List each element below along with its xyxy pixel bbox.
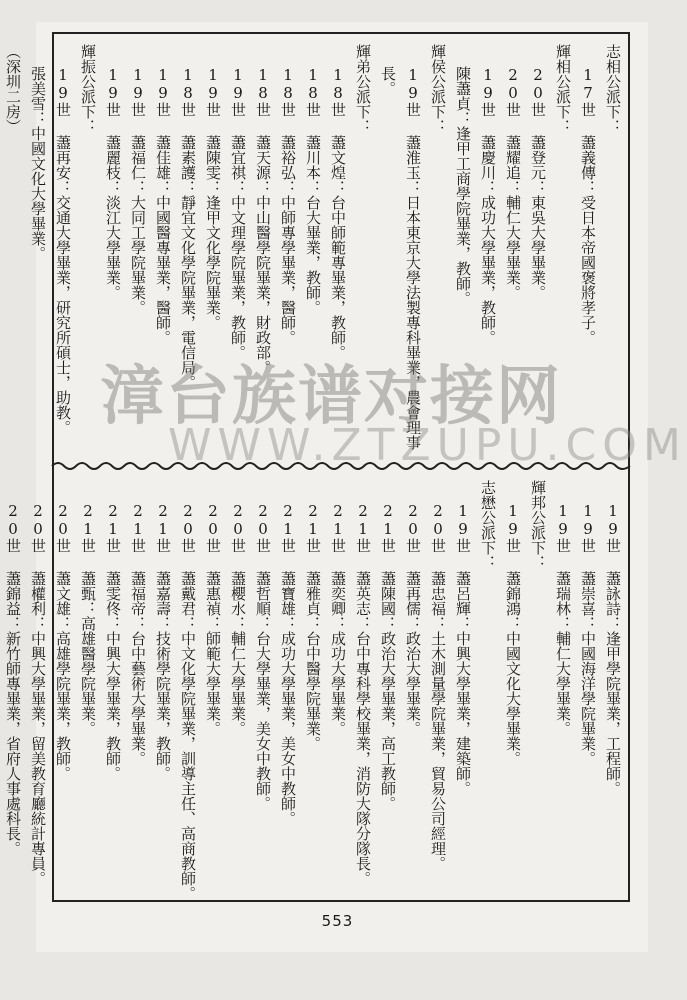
entry-column: 20世 藎哲順：台大學畢業，美女中教師。 <box>254 502 272 811</box>
branch-heading-column: 輝相公派下： <box>554 44 572 134</box>
entry-column: 20世 藎惠禎：師範大學畢業。 <box>204 502 222 736</box>
entry-column: 20世 藎櫻水：輔仁大學畢業。 <box>229 502 247 736</box>
entry-column: 17世 藎義傳：受日本帝國褒將孝子。 <box>579 66 597 345</box>
entry-column: 21世 藎奕卿：成功大學畢業。 <box>329 502 347 736</box>
entry-column: 20世 藎再儒：政治大學畢業。 <box>404 502 422 736</box>
entry-column: 19世 藎錦鴻：中國文化大學畢業。 <box>504 502 522 766</box>
entry-column: 21世 藎甄：高雄醫學院畢業。 <box>79 502 97 736</box>
entry-column: 18世 藎天源：中山醫學院畢業，財政部。 <box>254 66 272 375</box>
entry-column: 19世 藎福仁：大同工學院畢業。 <box>129 66 147 315</box>
branch-heading-column: 輝邦公派下： <box>529 480 547 570</box>
entry-column: 19世 藎宜祺：中文理學院畢業，教師。 <box>229 66 247 360</box>
entry-column: 21世 藎雯佟：中興大學畢業，教師。 <box>104 502 122 781</box>
entry-column: 21世 藎英志：台中專科學校畢業，消防大隊分隊長。 <box>354 502 372 886</box>
entry-column: 20世 藎錦益：新竹師專畢業，省府人事處科長。 <box>4 502 22 856</box>
watermark-chinese: 漳台族谱对接网 <box>100 360 562 434</box>
upper-genealogy-section <box>4 44 624 456</box>
page-number: 553 <box>321 912 354 930</box>
branch-heading-column: 輝弟公派下： <box>354 44 372 134</box>
entry-column: 19世 藎淮玉：日本東京大學法製專科畢業，農會理事 <box>404 66 422 450</box>
entry-column: 18世 藎文煌：台中師範專畢業，教師。 <box>329 66 347 360</box>
entry-column: 18世 藎素護：靜宜文化學院畢業，電信局。 <box>179 66 197 390</box>
entry-column: 18世 藎川本：台大畢業，教師。 <box>304 66 322 315</box>
branch-heading-column: 志懋公派下： <box>479 480 497 570</box>
entry-column: 20世 藎耀追：輔仁大學畢業。 <box>504 66 522 300</box>
entry-column: 19世 藎佳雄：中國醫專畢業，醫師。 <box>154 66 172 345</box>
entry-column: 21世 藎雅貞：台中醫學院畢業。 <box>304 502 322 751</box>
entry-column: 20世 藎忠福：土木測量學院畢業，貿易公司經理。 <box>429 502 447 871</box>
entry-column: 20世 藎登元：東吳大學畢業。 <box>529 66 547 300</box>
entry-column: 21世 藎福帝：台中藝術大學畢業。 <box>129 502 147 766</box>
entry-column: 21世 藎嘉壽：技術學院畢業，教師。 <box>154 502 172 781</box>
watermark-url: WWW.ZTZUPU.COM <box>168 420 687 471</box>
entry-column: 18世 藎裕弘：中師專學畢業，醫師。 <box>279 66 297 345</box>
entry-column: 長。 <box>379 66 397 96</box>
branch-heading-column: 輝振公派下： <box>79 44 97 134</box>
section-divider-wave <box>52 460 630 472</box>
entry-column: 張美雪：中國文化大學畢業。 <box>29 66 47 261</box>
entry-column: 19世 藎詠詩：逢甲學院畢業，工程師。 <box>604 502 622 796</box>
entry-column: 19世 藎慶川：成功大學畢業，教師。 <box>479 66 497 345</box>
entry-column: 19世 藎陳雯：逢甲文化學院畢業。 <box>204 66 222 330</box>
entry-column: 20世 藎文雄：高雄學院畢業，教師。 <box>54 502 72 781</box>
entry-column: 19世 藎崇喜：中國海洋學院畢業。 <box>579 502 597 766</box>
entry-column: 19世 藎瑞林：輔仁大學畢業。 <box>554 502 572 736</box>
entry-column: 陳藎貞：逢甲工商學院畢業，教師。 <box>454 66 472 306</box>
entry-column: 19世 藎麗枝：淡江大學畢業。 <box>104 66 122 300</box>
lower-genealogy-section <box>4 480 624 901</box>
entry-column: 21世 藎陳國：政治大學畢業，高工教師。 <box>379 502 397 811</box>
branch-heading-column: 志相公派下： <box>604 44 622 134</box>
entry-column: 19世 藎呂輝：中興大學畢業，建築師。 <box>454 502 472 796</box>
branch-heading-column: 輝侯公派下： <box>429 44 447 134</box>
entry-column: 21世 藎寶雄：成功大學畢業，美女中教師。 <box>279 502 297 826</box>
entry-column: 20世 藎權利：中興大學畢業，留美教育廳統計專員。 <box>29 502 47 886</box>
entry-column: 19世 藎再安：交通大學畢業，研究所碩士，助教。 <box>54 66 72 435</box>
branch-heading-column: （深圳二房） <box>4 44 22 134</box>
entry-column: 20世 藎戴君：中文化學院畢業，訓導主任、高商教師。 <box>179 502 197 901</box>
